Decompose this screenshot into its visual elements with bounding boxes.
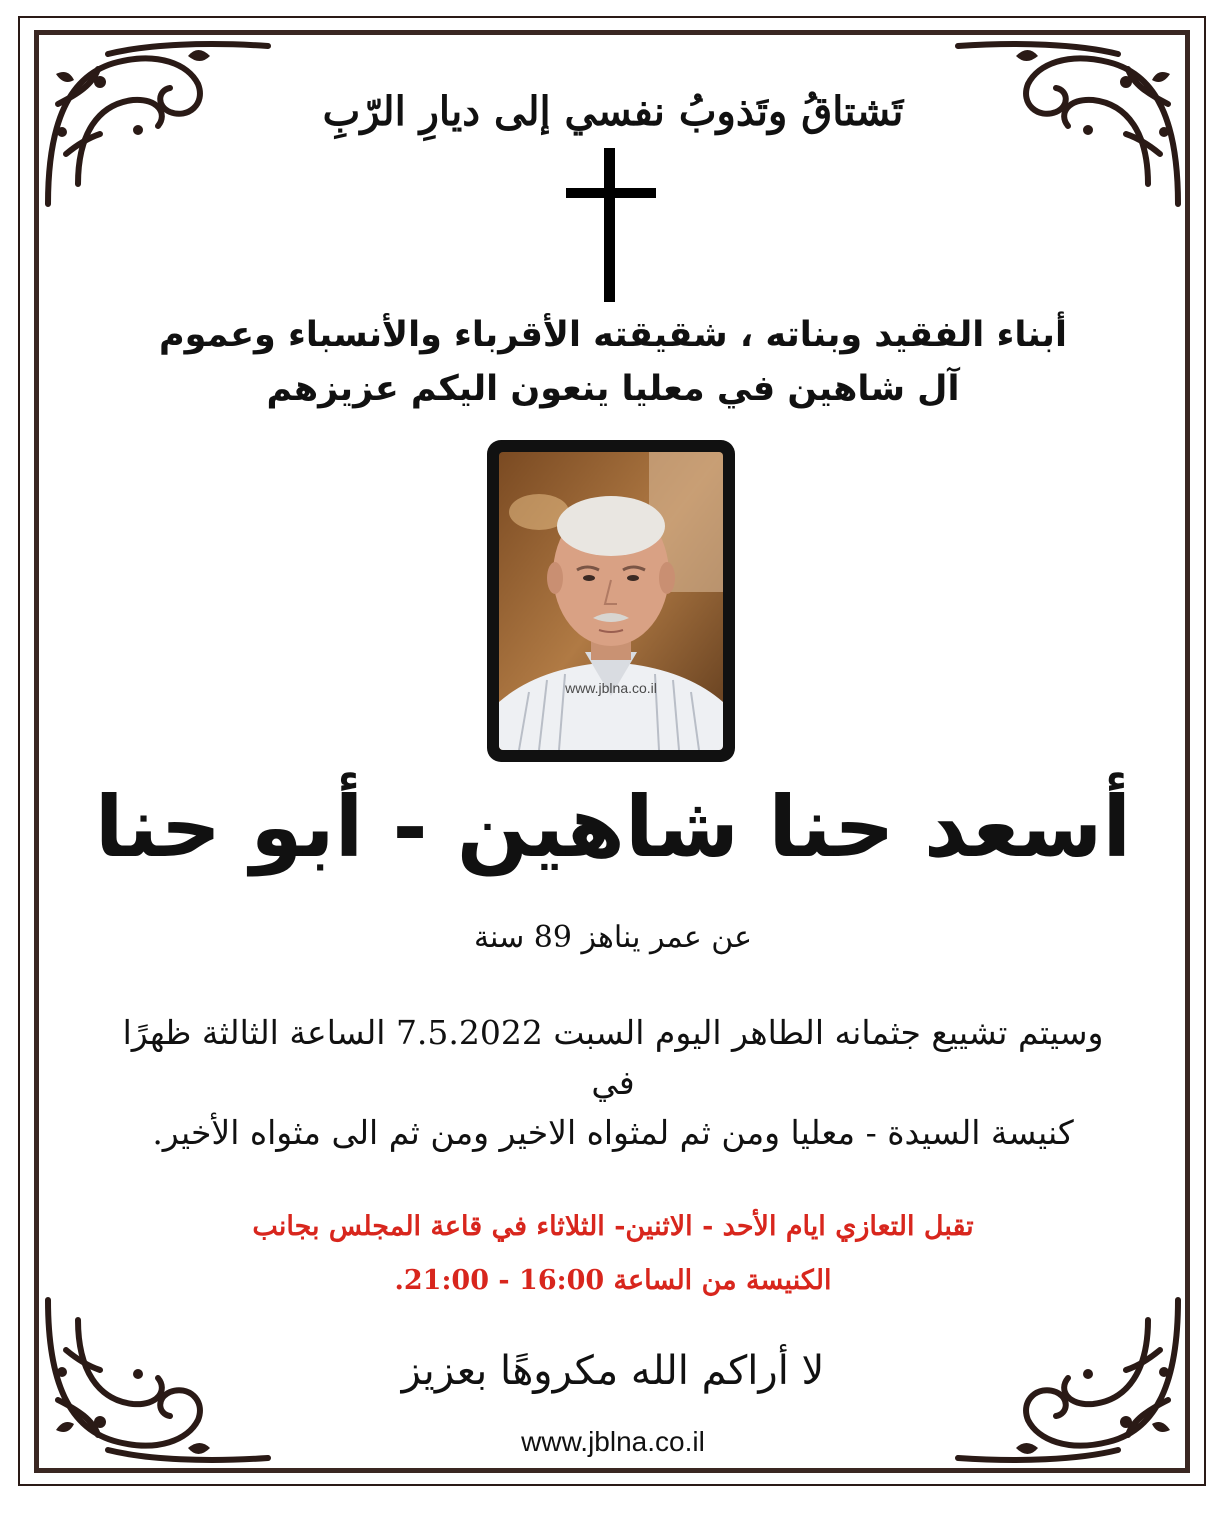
condolence-line-2: الكنيسة من الساعة 16:00 - 21:00. — [394, 1265, 832, 1296]
funeral-details — [0, 1008, 1226, 1158]
age-line: عن عمر يناهز 89 سنة — [473, 920, 753, 955]
portrait-photo — [499, 452, 723, 750]
cross-icon — [566, 148, 656, 302]
portrait-frame — [487, 440, 735, 762]
funeral-line-2: كنيسة السيدة - معليا ومن ثم لمثواه الاخير ومن ثم الى مثواه الأخير. — [152, 1113, 1074, 1152]
deceased-name: أسعد حنا شاهين - أبو حنا — [94, 778, 1132, 876]
condolence-line-1: تقبل التعازي ايام الأحد - الاثنين- الثلاثاء في قاعة المجلس بجانب — [252, 1211, 974, 1242]
website-link[interactable]: www.jblna.co.il — [521, 1426, 705, 1457]
family-line-1: أبناء الفقيد وبناته ، شقيقته الأقرباء والأنسباء وعموم — [159, 315, 1067, 355]
family-announcement — [0, 308, 1226, 416]
condolence-details — [0, 1200, 1226, 1308]
funeral-line-1: وسيتم تشييع جثمانه الطاهر اليوم السبت 7.5.2022 الساعة الثالثة ظهرًا في — [122, 1013, 1104, 1102]
verse-heading: تَشتاقُ وتَذوبُ نفسي إلى ديارِ الرّبِ — [322, 88, 904, 135]
closing-phrase: لا أراكم الله مكروهًا بعزيز — [401, 1348, 825, 1394]
family-line-2: آل شاهين في معليا ينعون اليكم عزيزهم — [266, 369, 960, 409]
photo-watermark: www.jblna.co.il — [565, 680, 657, 696]
